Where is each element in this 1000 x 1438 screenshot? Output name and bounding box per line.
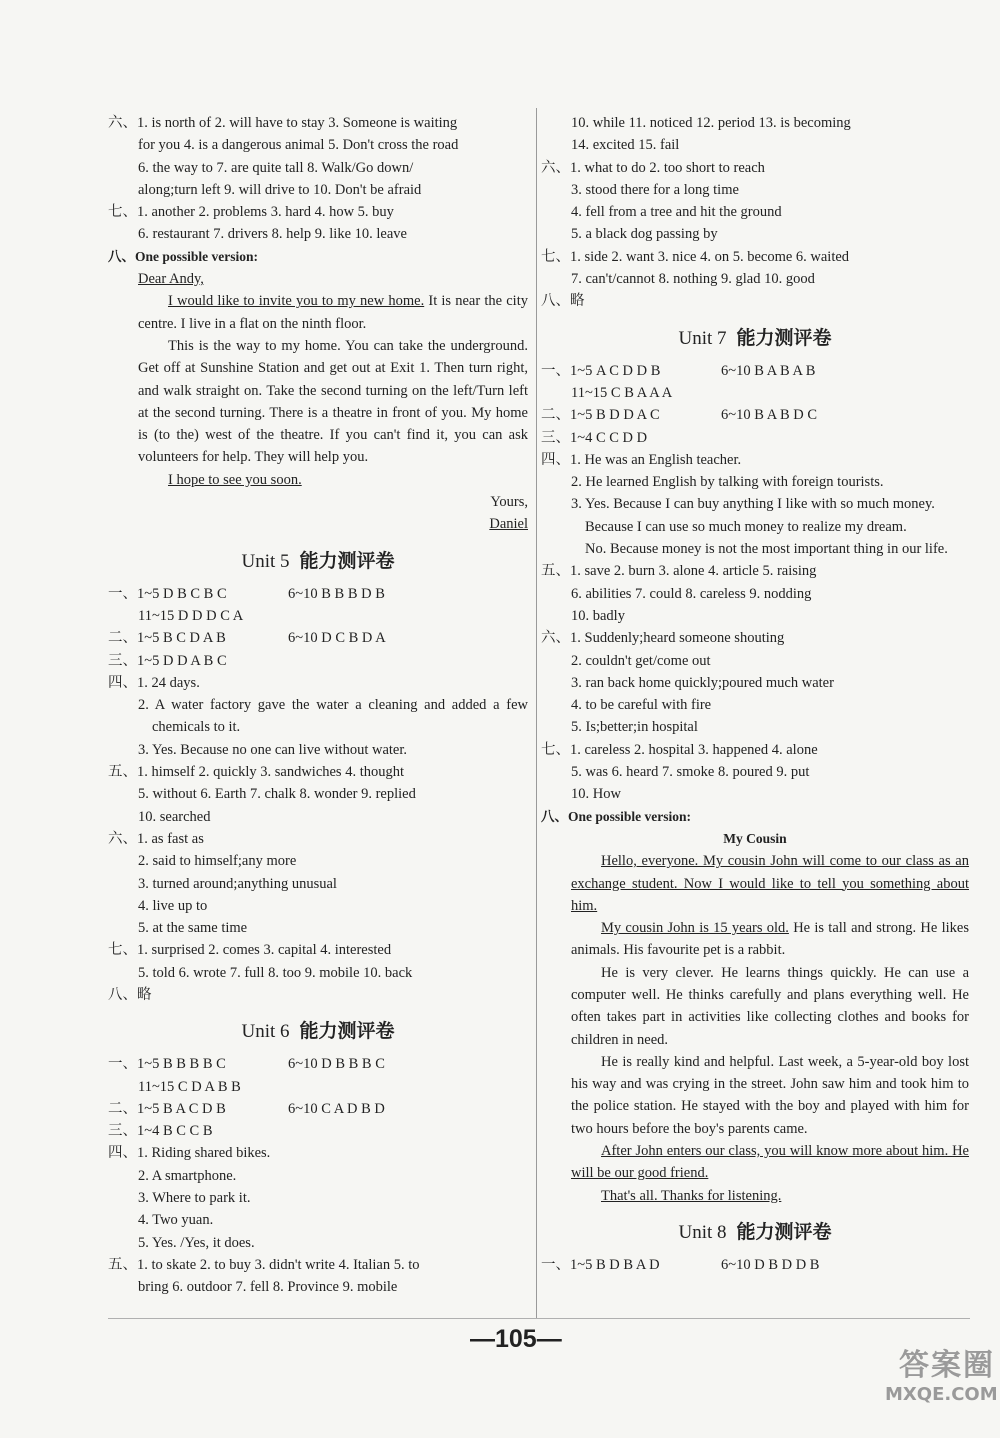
essay-text: It is near the city centre. I live in a flat on the ninth floor. <box>138 293 528 332</box>
column-divider <box>536 108 537 1318</box>
answer-group: 6~10 D B D D B <box>721 1256 820 1273</box>
answer-group: 一、1~5 B B B B C <box>108 1056 226 1073</box>
answer-line: 六、1. what to do 2. too short to reach <box>541 159 765 176</box>
answer-line: 八、略 <box>541 293 585 310</box>
answer-line: 五、1. to skate 2. to buy 3. didn't write 4. Italian 5. to <box>108 1256 420 1273</box>
answer-line: 3. turned around;anything unusual <box>138 875 337 892</box>
answer-line: 四、1. Riding shared bikes. <box>108 1145 271 1162</box>
answer-line: 11~15 D D D C A <box>138 607 244 624</box>
answer-line: 3. Yes. Because no one can live without water. <box>138 741 408 758</box>
answer-line: 三、1~5 D D A B C <box>108 652 227 669</box>
essay-paragraph <box>541 1051 969 1140</box>
answer-row <box>541 360 969 382</box>
essay-text: My cousin John is 15 years old. <box>601 920 789 937</box>
answer-line: 2. A smartphone. <box>138 1167 237 1184</box>
essay-paragraph <box>541 1185 969 1207</box>
answer-group: 6~10 D B B B C <box>288 1056 385 1073</box>
unit-subtitle: 能力测评卷 <box>736 1220 832 1243</box>
footer-rule <box>108 1318 970 1319</box>
answer-line: for you 4. is a dangerous animal 5. Don't cross the road <box>138 137 459 154</box>
answer-line: 五、1. save 2. burn 3. alone 4. article 5. raising <box>541 563 817 580</box>
section-heading: 八、One possible version: <box>541 808 692 824</box>
answer-line: 3. Where to park it. <box>138 1190 251 1207</box>
watermark-url: MXQE.COM <box>885 1384 998 1405</box>
answer-line: 3. ran back home quickly;poured much water <box>571 674 834 691</box>
answer-line: 10. while 11. noticed 12. period 13. is becoming <box>571 115 851 131</box>
essay-text: This is the way to my home. You can take the underground. Get off at Sunshine Station and get out at Exit 1. Then turn right, and walk straight on. Take the second turning on the left/Turn left at the second turning. There is a theatre in front of you. My home is (to the) west of the theatre. If you can't find it, you can ask volunteers for help. They will help you. <box>138 337 528 466</box>
unit-title <box>541 325 969 352</box>
answer-row <box>108 1098 528 1120</box>
answer-line: 5. told 6. wrote 7. full 8. too 9. mobile 10. back <box>138 964 413 981</box>
answer-line: 三、1~4 C C D D <box>541 429 648 446</box>
signoff-text: Daniel <box>489 516 528 533</box>
unit-title <box>541 1219 969 1246</box>
right-column <box>541 112 969 1276</box>
answer-line: 4. live up to <box>138 897 208 914</box>
unit-name: Unit 8 <box>678 1221 727 1243</box>
unit-subtitle: 能力测评卷 <box>736 326 832 349</box>
unit-title <box>108 548 528 575</box>
answer-line: 10. How <box>571 786 621 803</box>
answer-line: 5. without 6. Earth 7. chalk 8. wonder 9. replied <box>138 786 416 803</box>
answer-group: 一、1~5 A C D D B <box>541 362 661 379</box>
unit-subtitle: 能力测评卷 <box>299 1020 395 1043</box>
answer-group: 一、1~5 B D B A D <box>541 1256 660 1273</box>
answer-line: 五、1. himself 2. quickly 3. sandwiches 4. thought <box>108 764 405 781</box>
unit-title <box>108 1018 528 1045</box>
answer-line: 四、1. 24 days. <box>108 674 200 691</box>
essay-paragraph <box>541 917 969 962</box>
essay-text: That's all. Thanks for listening. <box>601 1187 782 1204</box>
answer-line: 10. badly <box>571 607 625 624</box>
answer-line: 六、1. is north of 2. will have to stay 3. Someone is waiting <box>108 115 458 131</box>
left-column <box>108 112 528 1299</box>
essay-text: Hello, everyone. My cousin John will come to our class as an exchange student. Now I would like to tell you something about him. <box>571 853 969 914</box>
answer-line: 六、1. as fast as <box>108 830 204 847</box>
answer-line: 11~15 C D A B B <box>138 1078 241 1095</box>
answer-group: 6~10 B B B D B <box>288 585 385 602</box>
answer-group: 6~10 B A B A B <box>721 362 816 379</box>
answer-row <box>108 627 528 649</box>
answer-line: 七、1. surprised 2. comes 3. capital 4. interested <box>108 942 392 959</box>
answer-line: 6. restaurant 7. drivers 8. help 9. like 10. leave <box>138 226 407 243</box>
answer-line: along;turn left 9. will drive to 10. Don't be afraid <box>138 181 422 198</box>
essay-text: He is very clever. He learns things quickly. He can use a computer well. He thinks carefully and plans everything well. He often takes part in activities like collecting clothes and books for children in need. <box>571 964 969 1048</box>
answer-group: 二、1~5 B C D A B <box>108 630 226 647</box>
answer-line: 八、略 <box>108 986 152 1003</box>
answer-group: 二、1~5 B A C D B <box>108 1100 226 1117</box>
essay-text: I hope to see you soon. <box>168 471 302 488</box>
essay-paragraph <box>108 469 528 491</box>
answer-line: 2. couldn't get/come out <box>571 652 711 669</box>
section-heading: 八、One possible version: <box>108 248 259 264</box>
answer-line: 四、1. He was an English teacher. <box>541 451 742 468</box>
answer-line: 2. He learned English by talking with foreign tourists. <box>571 474 884 491</box>
answer-line: 七、1. side 2. want 3. nice 4. on 5. become 6. waited <box>541 248 850 265</box>
unit-name: Unit 7 <box>678 327 727 349</box>
watermark-text: 答案圈 <box>899 1348 995 1383</box>
essay-paragraph <box>108 290 528 335</box>
answer-line: 2. said to himself;any more <box>138 853 297 870</box>
answer-group: 二、1~5 B D D A C <box>541 407 660 424</box>
answer-line: 5. was 6. heard 7. smoke 8. poured 9. put <box>571 764 810 781</box>
answer-row <box>108 1053 528 1075</box>
answer-line: 7. can't/cannot 8. nothing 9. glad 10. good <box>571 271 815 288</box>
essay-paragraph <box>108 335 528 469</box>
essay-text: He is tall and strong. He likes animals. His favourite pet is a rabbit. <box>571 920 969 959</box>
answer-wrapped: 2. A water factory gave the water a cleaning and added a few chemicals to it. <box>138 697 528 736</box>
letter-signoff <box>108 491 528 513</box>
unit-name: Unit 5 <box>241 550 290 572</box>
answer-line: 3. stood there for a long time <box>571 181 739 198</box>
unit-subtitle: 能力测评卷 <box>299 549 395 572</box>
answer-line: 14. excited 15. fail <box>571 137 680 154</box>
answer-line: 5. Is;better;in hospital <box>571 719 698 736</box>
answer-row <box>541 404 969 426</box>
answer-line: 三、1~4 B C C B <box>108 1123 213 1140</box>
essay-paragraph <box>541 850 969 917</box>
answer-line: 六、1. Suddenly;heard someone shouting <box>541 630 785 647</box>
answer-row <box>108 583 528 605</box>
answer-line: 6. the way to 7. are quite tall 8. Walk/Go down/ <box>138 159 414 176</box>
answer-group: 6~10 D C B D A <box>288 630 386 647</box>
answer-line: 10. searched <box>138 808 211 825</box>
answer-group: 6~10 C A D B D <box>288 1100 385 1117</box>
answer-line: Dear Andy, <box>138 271 204 288</box>
answer-line: 七、1. another 2. problems 3. hard 4. how 5. buy <box>108 204 394 221</box>
answer-group: 6~10 B A B D C <box>721 407 818 424</box>
answer-line: bring 6. outdoor 7. fell 8. Province 9. mobile <box>138 1279 398 1296</box>
essay-text: After John enters our class, you will know more about him. He will be our good friend. <box>571 1143 969 1182</box>
essay-paragraph <box>541 1140 969 1185</box>
essay-title: My Cousin <box>723 830 787 846</box>
essay-text: I would like to invite you to my new home. <box>168 293 425 310</box>
answer-wrapped: 3. Yes. Because I can buy anything I like with so much money. <box>571 496 935 513</box>
answer-line: 6. abilities 7. could 8. careless 9. nodding <box>571 585 812 602</box>
answer-line: 11~15 C B A A A <box>571 384 673 401</box>
answer-line: 5. a black dog passing by <box>571 226 718 243</box>
signoff-text: Yours, <box>490 494 528 511</box>
answer-row <box>541 1254 969 1276</box>
answer-line: 七、1. careless 2. hospital 3. happened 4. alone <box>541 741 818 758</box>
answer-line: 5. at the same time <box>138 920 248 937</box>
answer-line: 5. Yes. /Yes, it does. <box>138 1234 255 1251</box>
essay-paragraph <box>541 962 969 1051</box>
unit-name: Unit 6 <box>241 1021 290 1043</box>
answer-wrapped: No. Because money is not the most important thing in our life. <box>585 541 948 558</box>
answer-wrapped: Because I can use so much money to realize my dream. <box>585 518 907 535</box>
essay-text: He is really kind and helpful. Last week, a 5-year-old boy lost his way and was crying in the street. John saw him and took him to the police station. He stayed with the boy and played with him for two hours before the boy's parents came. <box>571 1053 969 1137</box>
letter-signoff <box>108 513 528 535</box>
answer-line: 4. to be careful with fire <box>571 697 712 714</box>
answer-line: 4. fell from a tree and hit the ground <box>571 204 782 221</box>
page-number: —105— <box>470 1325 562 1353</box>
answer-line: 4. Two yuan. <box>138 1212 214 1229</box>
watermark-logo <box>885 1340 998 1405</box>
answer-group: 一、1~5 D B C B C <box>108 585 227 602</box>
